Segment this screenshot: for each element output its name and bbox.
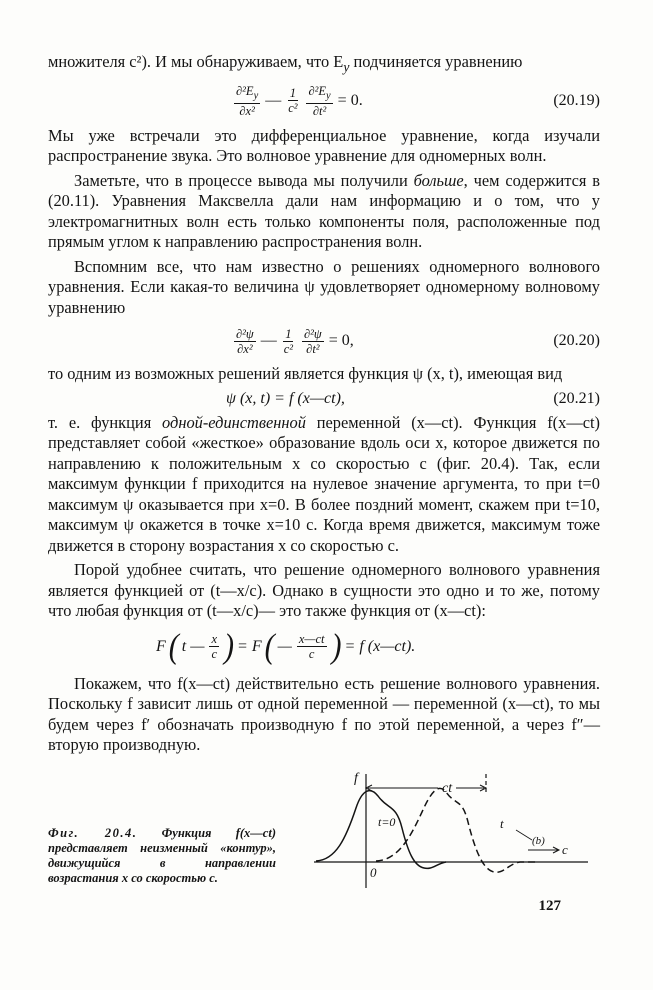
eq3-body: ψ (x, t) = f (x—ct), [226, 389, 345, 407]
paragraph-2: Мы уже встречали это дифференциальное уравнение, когда изучали распространение звука. Это волновое уравнение для одномерных волн. [48, 125, 600, 166]
equation-20-20 [48, 318, 600, 364]
paragraph-8: Покажем, что f(x—ct) действительно есть решение волнового уравнения. Поскольку f зависит лишь от одной переменной — переменной (x—ct), то мы будем через f′ обозначать производную f по этой переменной, а через f″— вторую производную. [48, 673, 600, 755]
eq1-minus: — [265, 91, 282, 109]
t-label: t [500, 816, 504, 831]
caption-label: Фиг. 20.4. [48, 826, 138, 840]
para1-text: множителя c²). И мы обнаруживаем, что E [48, 52, 344, 71]
eq1-rhs: = 0. [337, 91, 363, 109]
paragraph-3: Заметьте, что в процессе вывода мы получили больше, чем содержится в (20.11). Уравнения Максвелла дали нам информацию и о том, что у электромагнитных волн есть только компоненты поля, расположенные под прямым углом к направлению распространения волн. [48, 170, 601, 252]
origin-label: 0 [370, 865, 377, 880]
caption-text: Функция f(x—ct) представляет неизменный «контур», движущийся в направлении возрастания x со скоростью c. [48, 826, 276, 885]
eq2-frac3: $\frac{\text{∂²ψ}}{\text{∂t²}}$ [304, 326, 322, 356]
f-axis-label: f [354, 771, 358, 786]
paragraph-5: то одним из возможных решений является функция ψ (x, t), имеющая вид [48, 364, 563, 384]
equation-20-19 [48, 78, 600, 124]
dashed-curve [376, 788, 536, 872]
page-body [48, 52, 600, 756]
eq2-rhs: = 0, [328, 332, 354, 350]
t0-label: t=0 [378, 815, 396, 829]
figure-caption [48, 826, 276, 886]
figure-20-4 [48, 768, 608, 898]
paragraph-7: Порой удобнее считать, что решение одномерного волнового уравнения является функцией от (t—x/c). Однако в сущности это одно и то же, потому что любая функция от (t—x/c)— это также функция от (x—ct): [48, 560, 600, 621]
eq2-frac2: $\frac{1}{\text{c²}}$ [283, 326, 293, 356]
eq2-frac1: $\frac{\text{∂²ψ}}{\text{∂x²}}$ [236, 326, 254, 356]
eq1-frac2: $\frac{1}{\text{c²}}$ [288, 86, 298, 116]
c-label: c [562, 842, 568, 857]
page-number: 127 [538, 898, 561, 914]
ct-label: ct [442, 781, 453, 796]
paragraph-4: Вспомним все, что нам известно о решениях одномерного волнового уравнения. Если какая-то величина ψ удовлетворяет одномерному волновому уравнению [48, 256, 600, 317]
b-label: (b) [532, 835, 545, 847]
eq2-minus: — [260, 332, 277, 350]
equation-20-21 [48, 385, 600, 413]
eq-number-20-19: (20.19) [553, 91, 600, 109]
paragraph-1 [48, 52, 600, 78]
paragraph-6: т. е. функция одной-единственной переменной (x—ct). Функция f(x—ct) представляет собой «жесткое» образование вдоль оси x, которое движется по направлению к положительным x со скоростью c (фиг. 20.4). Так, если максимум функции f приходится на нулевое значение аргумента, то при t=0 максимум ψ оказывается при x=0. В более поздний момент, скажем при t=10, максимум ψ окажется в точке x=10 c. Когда время движется, максимум тоже движется в сторону возрастания x со скоростью c. [48, 412, 601, 555]
para1-end: подчиняется уравнению [349, 52, 523, 71]
eq-number-20-20: (20.20) [553, 332, 600, 350]
eq1-frac1: $\frac{\partial^2E_y}{\text{∂x²}}$ [236, 83, 259, 119]
b-pointer [516, 830, 532, 840]
eq-number-20-21: (20.21) [553, 389, 600, 407]
wave-figure [306, 768, 596, 890]
para1-sub: y [343, 59, 350, 75]
eq1-frac3: $\frac{\partial^2E_y}{\text{∂t²}}$ [308, 83, 331, 119]
equation-F: F ( t — $\frac{x}{c}$ ) = F ( — $\frac{x—ct}{c}$ ) = f (x—ct). [156, 627, 416, 666]
